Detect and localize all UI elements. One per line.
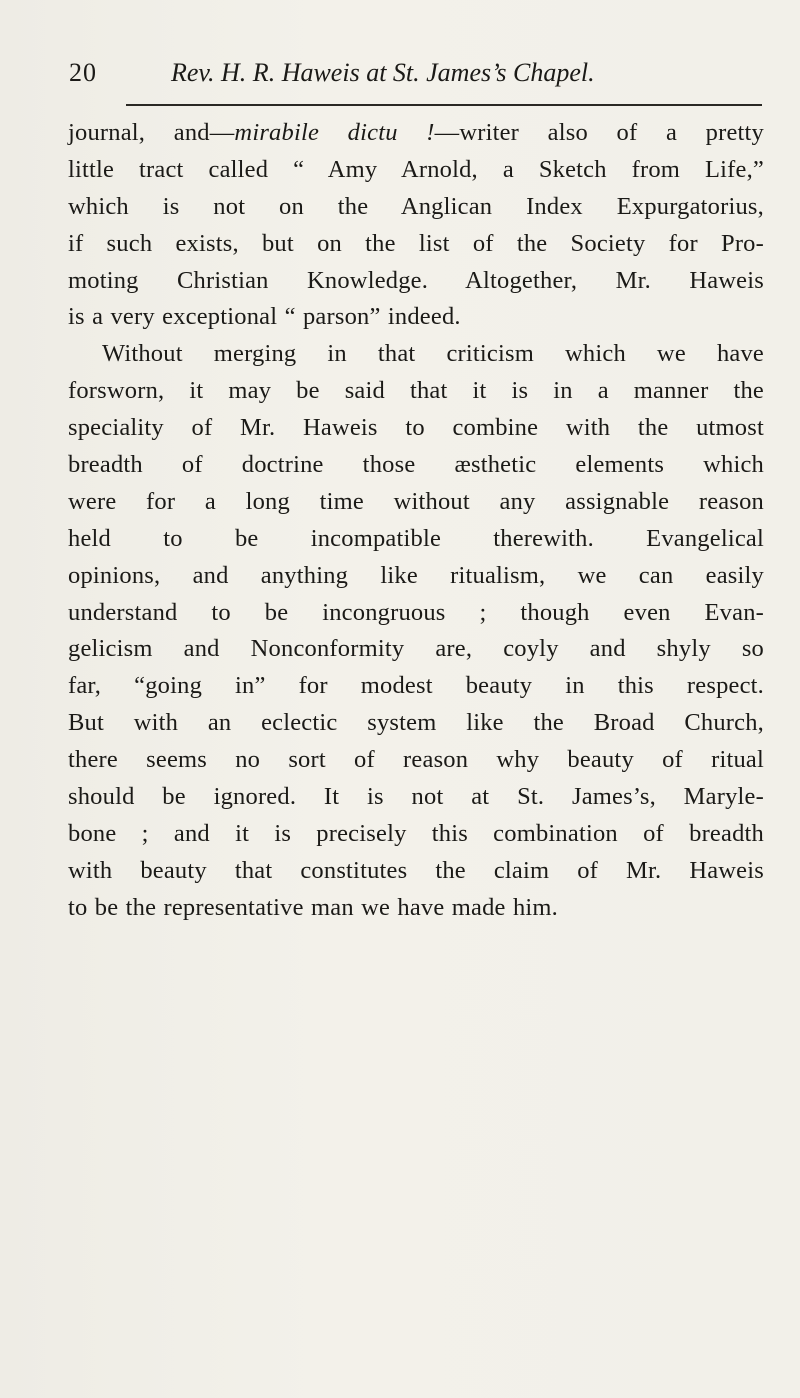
text-line: gelicism and Nonconformity are, coyly and shyly so: [68, 635, 764, 663]
body-text: [68, 115, 764, 927]
text-line: should be ignored. It is not at St. James’s, Maryle-: [68, 783, 764, 811]
header-rule: [126, 104, 762, 106]
running-head: [69, 58, 769, 98]
text-line: opinions, and anything like ritualism, we can easily: [68, 561, 764, 589]
text-line: speciality of Mr. Haweis to combine with the utmost: [68, 414, 764, 442]
text-line: which is not on the Anglican Index Expurgatorius,: [68, 192, 764, 220]
text-line: far, “going in” for modest beauty in this respect.: [68, 672, 764, 700]
text-line: if such exists, but on the list of the Society for Pro-: [68, 229, 764, 257]
text-line: little tract called “ Amy Arnold, a Sketch from Life,”: [68, 155, 764, 183]
text-line: were for a long time without any assignable reason: [68, 487, 764, 515]
text-line: held to be incompatible therewith. Evangelical: [68, 524, 764, 552]
text-line: is a very exceptional “ parson” indeed.: [68, 303, 461, 331]
text-span: —writer also of a pretty: [434, 119, 765, 146]
italic-phrase: mirabile dictu !: [234, 119, 435, 146]
text-line: breadth of doctrine those æsthetic elements which: [68, 451, 764, 479]
text-line: moting Christian Knowledge. Altogether, Mr. Haweis: [68, 266, 764, 294]
text-line: there seems no sort of reason why beauty of ritual: [68, 746, 764, 774]
text-line: [68, 115, 764, 152]
text-line: with beauty that constitutes the claim of Mr. Haweis: [68, 856, 764, 884]
text-line: to be the representative man we have made him.: [68, 893, 558, 921]
text-line: But with an eclectic system like the Broad Church,: [68, 709, 764, 737]
text-line: Without merging in that criticism which we have: [102, 340, 764, 368]
text-line: forsworn, it may be said that it is in a manner the: [68, 377, 764, 405]
running-title: Rev. H. R. Haweis at St. James’s Chapel.: [171, 58, 595, 87]
text-line: bone ; and it is precisely this combination of breadth: [68, 819, 764, 847]
text-line: understand to be incongruous ; though even Evan-: [68, 598, 764, 626]
text-span: journal, and—: [68, 119, 235, 146]
page-number: 20: [69, 58, 97, 87]
